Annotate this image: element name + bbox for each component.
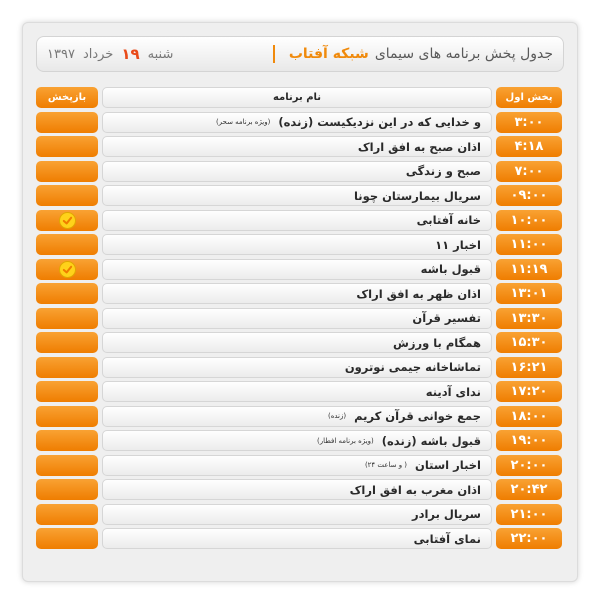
program-name: جمع خوانی قرآن کریم (354, 409, 481, 423)
program-time: ۲۰:۴۲ (496, 479, 562, 500)
program-name: تفسیر قرآن (412, 311, 481, 325)
program-note: (ویژه برنامه افطار) (317, 436, 374, 445)
program-name: و خدایی که در این نزدیکیست (زنده) (278, 115, 481, 129)
rerun-cell (36, 112, 98, 133)
program-name: اذان مغرب به افق اراک (349, 482, 481, 497)
program-name-cell (102, 112, 492, 133)
rerun-cell (36, 357, 98, 378)
program-time: ۳:۰۰ (496, 112, 562, 133)
check-circle-icon (59, 261, 76, 278)
rerun-cell (36, 528, 98, 549)
schedule-header (36, 36, 564, 72)
program-name: همگام با ورزش (392, 335, 481, 350)
program-time: ۲۰:۰۰ (496, 455, 562, 476)
program-name-cell (102, 528, 492, 549)
weekday: شنبه (147, 46, 174, 62)
check-circle-icon (59, 212, 76, 229)
program-name: اخبار استان (415, 458, 481, 472)
program-name: صبح و زندگی (405, 164, 481, 178)
channel-name: شبکه آفتاب (288, 46, 369, 62)
column-header-name: نام برنامه (102, 87, 492, 108)
program-name-cell (102, 479, 492, 500)
program-name-cell (102, 430, 492, 451)
column-header-time: پخش اول (496, 87, 562, 108)
month: خرداد (82, 46, 114, 62)
program-name-cell (102, 504, 492, 525)
table-row (36, 478, 564, 503)
table-row (36, 527, 564, 552)
rerun-cell (36, 259, 98, 280)
program-time: ۱۸:۰۰ (496, 406, 562, 427)
program-time: ۴:۱۸ (496, 136, 562, 157)
program-name-cell (102, 210, 492, 231)
program-name: سریال بیمارستان چونا (353, 188, 481, 203)
program-name: اذان ظهر به افق اراک (356, 286, 481, 301)
program-note: (ویژه برنامه سحر) (215, 118, 271, 126)
rerun-cell (36, 406, 98, 427)
program-time: ۱۶:۲۱ (496, 357, 562, 378)
rerun-cell (36, 430, 98, 451)
rerun-cell (36, 479, 98, 500)
program-time: ۱۹:۰۰ (496, 430, 562, 451)
table-row (36, 429, 564, 454)
table-row (36, 184, 564, 209)
program-time: ۱۱:۱۹ (496, 259, 562, 280)
program-name: سریال برادر (411, 507, 481, 521)
program-name-cell (102, 234, 492, 255)
table-row (36, 331, 564, 356)
program-time: ۱۳:۰۱ (496, 283, 562, 304)
program-name-cell (102, 259, 492, 280)
table-row (36, 258, 564, 283)
rerun-cell (36, 185, 98, 206)
program-time: ۰۹:۰۰ (496, 185, 562, 206)
table-row (36, 307, 564, 332)
table-row (36, 356, 564, 381)
year: ۱۳۹۷ (47, 46, 75, 62)
table-row (36, 160, 564, 185)
rerun-cell (36, 234, 98, 255)
program-time: ۲۲:۰۰ (496, 528, 562, 549)
rerun-cell (36, 455, 98, 476)
table-row (36, 209, 564, 234)
program-time: ۱۵:۳۰ (496, 332, 562, 353)
program-name-cell (102, 455, 492, 476)
program-name-cell (102, 136, 492, 157)
program-name-cell (102, 308, 492, 329)
program-name-cell (102, 357, 492, 378)
program-time: ۱۱:۰۰ (496, 234, 562, 255)
table-row (36, 282, 564, 307)
program-name-cell (102, 332, 492, 353)
program-note: ( و ساعت ۲۴) (364, 461, 408, 469)
table-row (36, 111, 564, 136)
title-prefix: جدول پخش برنامه های سیمای (374, 46, 553, 62)
program-name: اذان صبح به افق اراک (357, 139, 481, 154)
table-row (36, 380, 564, 405)
table-row (36, 233, 564, 258)
program-name: نمای آفتابی (413, 531, 481, 546)
program-name-cell (102, 283, 492, 304)
rerun-cell (36, 136, 98, 157)
program-name-cell (102, 161, 492, 182)
program-name-cell (102, 406, 492, 427)
column-header-rerun: بازپخش (36, 87, 98, 108)
rerun-cell (36, 283, 98, 304)
day-number: ۱۹ (121, 45, 140, 63)
program-name-cell (102, 381, 492, 402)
table-row (36, 503, 564, 528)
rerun-cell (36, 381, 98, 402)
program-time: ۲۱:۰۰ (496, 504, 562, 525)
program-name: خانه آفتابی (416, 213, 481, 227)
schedule-title (273, 45, 553, 63)
program-name: قبول باشه (زنده) (381, 433, 481, 448)
program-note: (زنده) (327, 412, 347, 420)
program-name: تماشاخانه جیمی نوترون (344, 360, 481, 374)
program-time: ۱۷:۲۰ (496, 381, 562, 402)
program-name: اخبار ۱۱ (435, 237, 481, 252)
program-name-cell (102, 185, 492, 206)
rerun-cell (36, 308, 98, 329)
program-time: ۷:۰۰ (496, 161, 562, 182)
program-name: قبول باشه (420, 262, 481, 276)
rerun-cell (36, 504, 98, 525)
schedule-table (36, 86, 564, 552)
title-separator (273, 45, 275, 63)
table-row (36, 135, 564, 160)
program-time: ۱۳:۳۰ (496, 308, 562, 329)
table-row (36, 405, 564, 430)
schedule-date (47, 45, 173, 63)
program-time: ۱۰:۰۰ (496, 210, 562, 231)
rerun-cell (36, 332, 98, 353)
rerun-cell (36, 210, 98, 231)
program-name: ندای آدینه (425, 384, 481, 399)
table-header-row (36, 86, 564, 111)
rerun-cell (36, 161, 98, 182)
table-row (36, 454, 564, 479)
